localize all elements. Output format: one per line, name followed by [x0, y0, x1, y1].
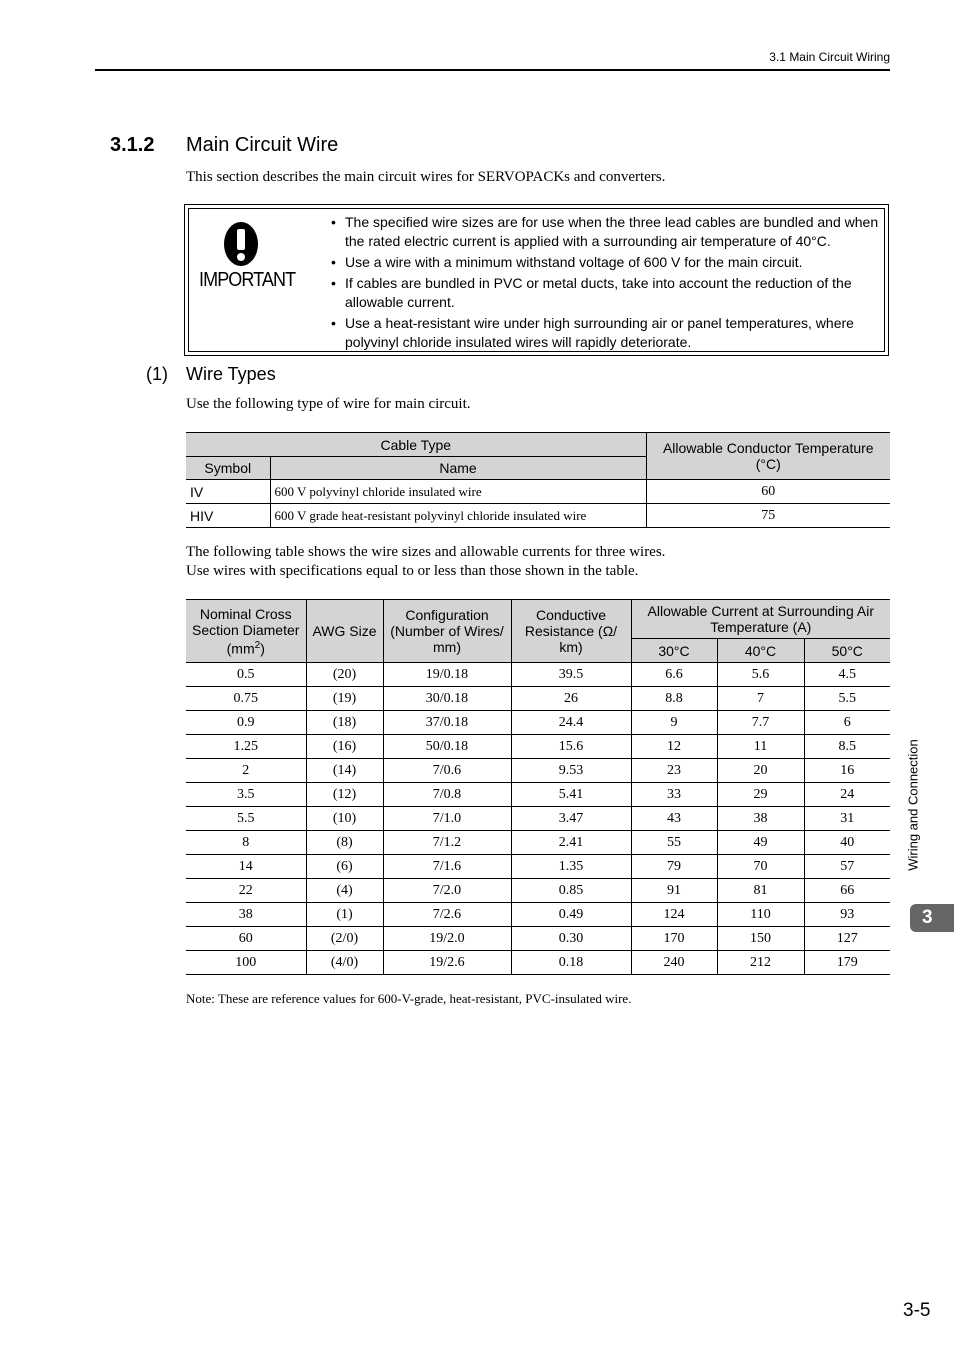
table-cell: 127: [804, 927, 890, 951]
subsection-intro: Use the following type of wire for main circuit.: [186, 396, 471, 412]
table-cell: 0.5: [186, 663, 306, 687]
table-cell: (6): [306, 855, 383, 879]
table-cell: 11: [717, 735, 804, 759]
table-cell: 1.35: [511, 855, 631, 879]
table-cell: 8.5: [804, 735, 890, 759]
table-row: [186, 759, 890, 783]
table-row: [186, 663, 890, 687]
wire-sizes-intro-line1: The following table shows the wire sizes and allowable currents for three wires.: [186, 544, 666, 560]
table-cell: (8): [306, 831, 383, 855]
table-cell: 7/1.2: [383, 831, 511, 855]
table-cell: 38: [717, 807, 804, 831]
table-cell: 2.41: [511, 831, 631, 855]
header-temp-50: 50°C: [804, 639, 890, 663]
table-cell: 24: [804, 783, 890, 807]
table-cell: 124: [631, 903, 717, 927]
table-cell: 0.49: [511, 903, 631, 927]
subsection-title: Wire Types: [186, 364, 276, 384]
table-cell: 5.41: [511, 783, 631, 807]
list-item: • Use a heat-resistant wire under high surrounding air or panel temperatures, where polyvinyl chloride insulated wires will rapidly deteriorate.: [331, 314, 886, 352]
table-cell: 9.53: [511, 759, 631, 783]
table-cell: 20: [717, 759, 804, 783]
table-row: [186, 855, 890, 879]
header-configuration: Configuration (Number of Wires/ mm): [383, 600, 511, 663]
wire-sizes-intro-line2: Use wires with specifications equal to or less than those shown in the table.: [186, 563, 639, 579]
table-note: Note: These are reference values for 600-V-grade, heat-resistant, PVC-insulated wire.: [186, 991, 632, 1006]
table-cell: 212: [717, 951, 804, 975]
table-cell: 9: [631, 711, 717, 735]
table-row: [186, 927, 890, 951]
table-cell: 38: [186, 903, 306, 927]
list-item: • If cables are bundled in PVC or metal ducts, take into account the reduction of the allowable current.: [331, 274, 886, 312]
table-cell: 39.5: [511, 663, 631, 687]
section-heading: [110, 134, 338, 157]
header-symbol: Symbol: [186, 457, 270, 480]
important-list: [331, 213, 886, 354]
table-cell: 26: [511, 687, 631, 711]
wire-types-table: [186, 432, 890, 528]
table-cell: 7/1.0: [383, 807, 511, 831]
header-allowable-temp: Allowable Conductor Temperature (°C): [646, 433, 890, 480]
table-row: [186, 735, 890, 759]
table-row: [186, 807, 890, 831]
table-cell: 91: [631, 879, 717, 903]
table-cell: (4/0): [306, 951, 383, 975]
table-cell: 14: [186, 855, 306, 879]
table-cell: 33: [631, 783, 717, 807]
table-cell: 0.18: [511, 951, 631, 975]
table-cell: 37/0.18: [383, 711, 511, 735]
important-label: IMPORTANT: [199, 269, 296, 291]
table-row: [186, 711, 890, 735]
table-row: [186, 687, 890, 711]
table-cell: 40: [804, 831, 890, 855]
table-cell: 50/0.18: [383, 735, 511, 759]
wire-sizes-table: [186, 599, 890, 975]
table-cell: (1): [306, 903, 383, 927]
table-cell: 0.85: [511, 879, 631, 903]
header-cross-section: Nominal Cross Section Diameter $(mm^2)$: [186, 600, 306, 663]
table-cell: 3.5: [186, 783, 306, 807]
table-cell: 110: [717, 903, 804, 927]
table-cell: 81: [717, 879, 804, 903]
table-cell: 170: [631, 927, 717, 951]
table-cell: (16): [306, 735, 383, 759]
subsection-heading: [146, 364, 276, 385]
table-cell: 179: [804, 951, 890, 975]
table-row: [186, 951, 890, 975]
table-cell: 7: [717, 687, 804, 711]
header-temp-30: 30°C: [631, 639, 717, 663]
table-cell: 23: [631, 759, 717, 783]
table-cell: 29: [717, 783, 804, 807]
chapter-badge: 3: [910, 904, 954, 932]
table-cell: 66: [804, 879, 890, 903]
table-cell: 19/0.18: [383, 663, 511, 687]
table-cell: 7/0.8: [383, 783, 511, 807]
table-row: IV 600 V polyvinyl chloride insulated wire 60: [186, 480, 890, 504]
section-intro: This section describes the main circuit wires for SERVOPACKs and converters.: [186, 169, 666, 185]
table-cell: 150: [717, 927, 804, 951]
table-cell: 43: [631, 807, 717, 831]
table-cell: 2: [186, 759, 306, 783]
table-cell: 100: [186, 951, 306, 975]
table-row: HIV 600 V grade heat-resistant polyvinyl chloride insulated wire 75: [186, 504, 890, 528]
header-allowable-current: Allowable Current at Surrounding Air Temperature (A): [631, 600, 890, 639]
table-cell: 7/2.0: [383, 879, 511, 903]
table-cell: 79: [631, 855, 717, 879]
table-cell: 24.4: [511, 711, 631, 735]
table-row: [186, 783, 890, 807]
table-cell: 7/1.6: [383, 855, 511, 879]
table-cell: 8: [186, 831, 306, 855]
header-resistance: Conductive Resistance (Ω/ km): [511, 600, 631, 663]
table-cell: 6.6: [631, 663, 717, 687]
table-cell: 57: [804, 855, 890, 879]
table-cell: 22: [186, 879, 306, 903]
table-cell: 0.9: [186, 711, 306, 735]
table-cell: 5.5: [186, 807, 306, 831]
list-item: • Use a wire with a minimum withstand voltage of 600 V for the main circuit.: [331, 253, 886, 272]
table-cell: 240: [631, 951, 717, 975]
table-cell: 70: [717, 855, 804, 879]
table-cell: 4.5: [804, 663, 890, 687]
table-cell: 30/0.18: [383, 687, 511, 711]
table-cell: 49: [717, 831, 804, 855]
page-number: 3-5: [903, 1300, 931, 1321]
table-cell: 1.25: [186, 735, 306, 759]
section-title: Main Circuit Wire: [186, 134, 339, 156]
table-cell: (10): [306, 807, 383, 831]
header-rule: [95, 69, 890, 71]
header-awg-size: AWG Size: [306, 600, 383, 663]
table-cell: 16: [804, 759, 890, 783]
table-cell: (18): [306, 711, 383, 735]
table-cell: 19/2.0: [383, 927, 511, 951]
table-cell: 7/2.6: [383, 903, 511, 927]
exclamation-icon: [223, 221, 259, 267]
side-tab-label: Wiring and Connection: [905, 739, 921, 871]
section-number: 3.1.2: [110, 134, 155, 156]
table-cell: (19): [306, 687, 383, 711]
running-header: 3.1 Main Circuit Wiring: [769, 50, 890, 64]
table-cell: 7/0.6: [383, 759, 511, 783]
table-cell: 19/2.6: [383, 951, 511, 975]
table-cell: 3.47: [511, 807, 631, 831]
table-cell: 0.30: [511, 927, 631, 951]
header-name: Name: [270, 457, 646, 480]
table-row: [186, 831, 890, 855]
table-row: [186, 903, 890, 927]
table-cell: (4): [306, 879, 383, 903]
table-cell: (20): [306, 663, 383, 687]
table-cell: 15.6: [511, 735, 631, 759]
table-cell: (14): [306, 759, 383, 783]
table-cell: 8.8: [631, 687, 717, 711]
table-cell: (2/0): [306, 927, 383, 951]
side-tab: [898, 730, 928, 880]
table-cell: 93: [804, 903, 890, 927]
header-temp-40: 40°C: [717, 639, 804, 663]
table-cell: 31: [804, 807, 890, 831]
table-cell: 5.6: [717, 663, 804, 687]
important-box: [184, 204, 889, 356]
table-cell: 12: [631, 735, 717, 759]
table-cell: 6: [804, 711, 890, 735]
table-cell: 7.7: [717, 711, 804, 735]
table-cell: 5.5: [804, 687, 890, 711]
table-cell: 60: [186, 927, 306, 951]
list-item: • The specified wire sizes are for use when the three lead cables are bundled and when the rated electric current is applied with a surrounding air temperature of 40°C.: [331, 213, 886, 251]
table-cell: 55: [631, 831, 717, 855]
table-row: [186, 879, 890, 903]
table-cell: 0.75: [186, 687, 306, 711]
table-cell: (12): [306, 783, 383, 807]
subsection-number: (1): [146, 364, 168, 384]
header-cable-type: Cable Type: [186, 433, 646, 457]
